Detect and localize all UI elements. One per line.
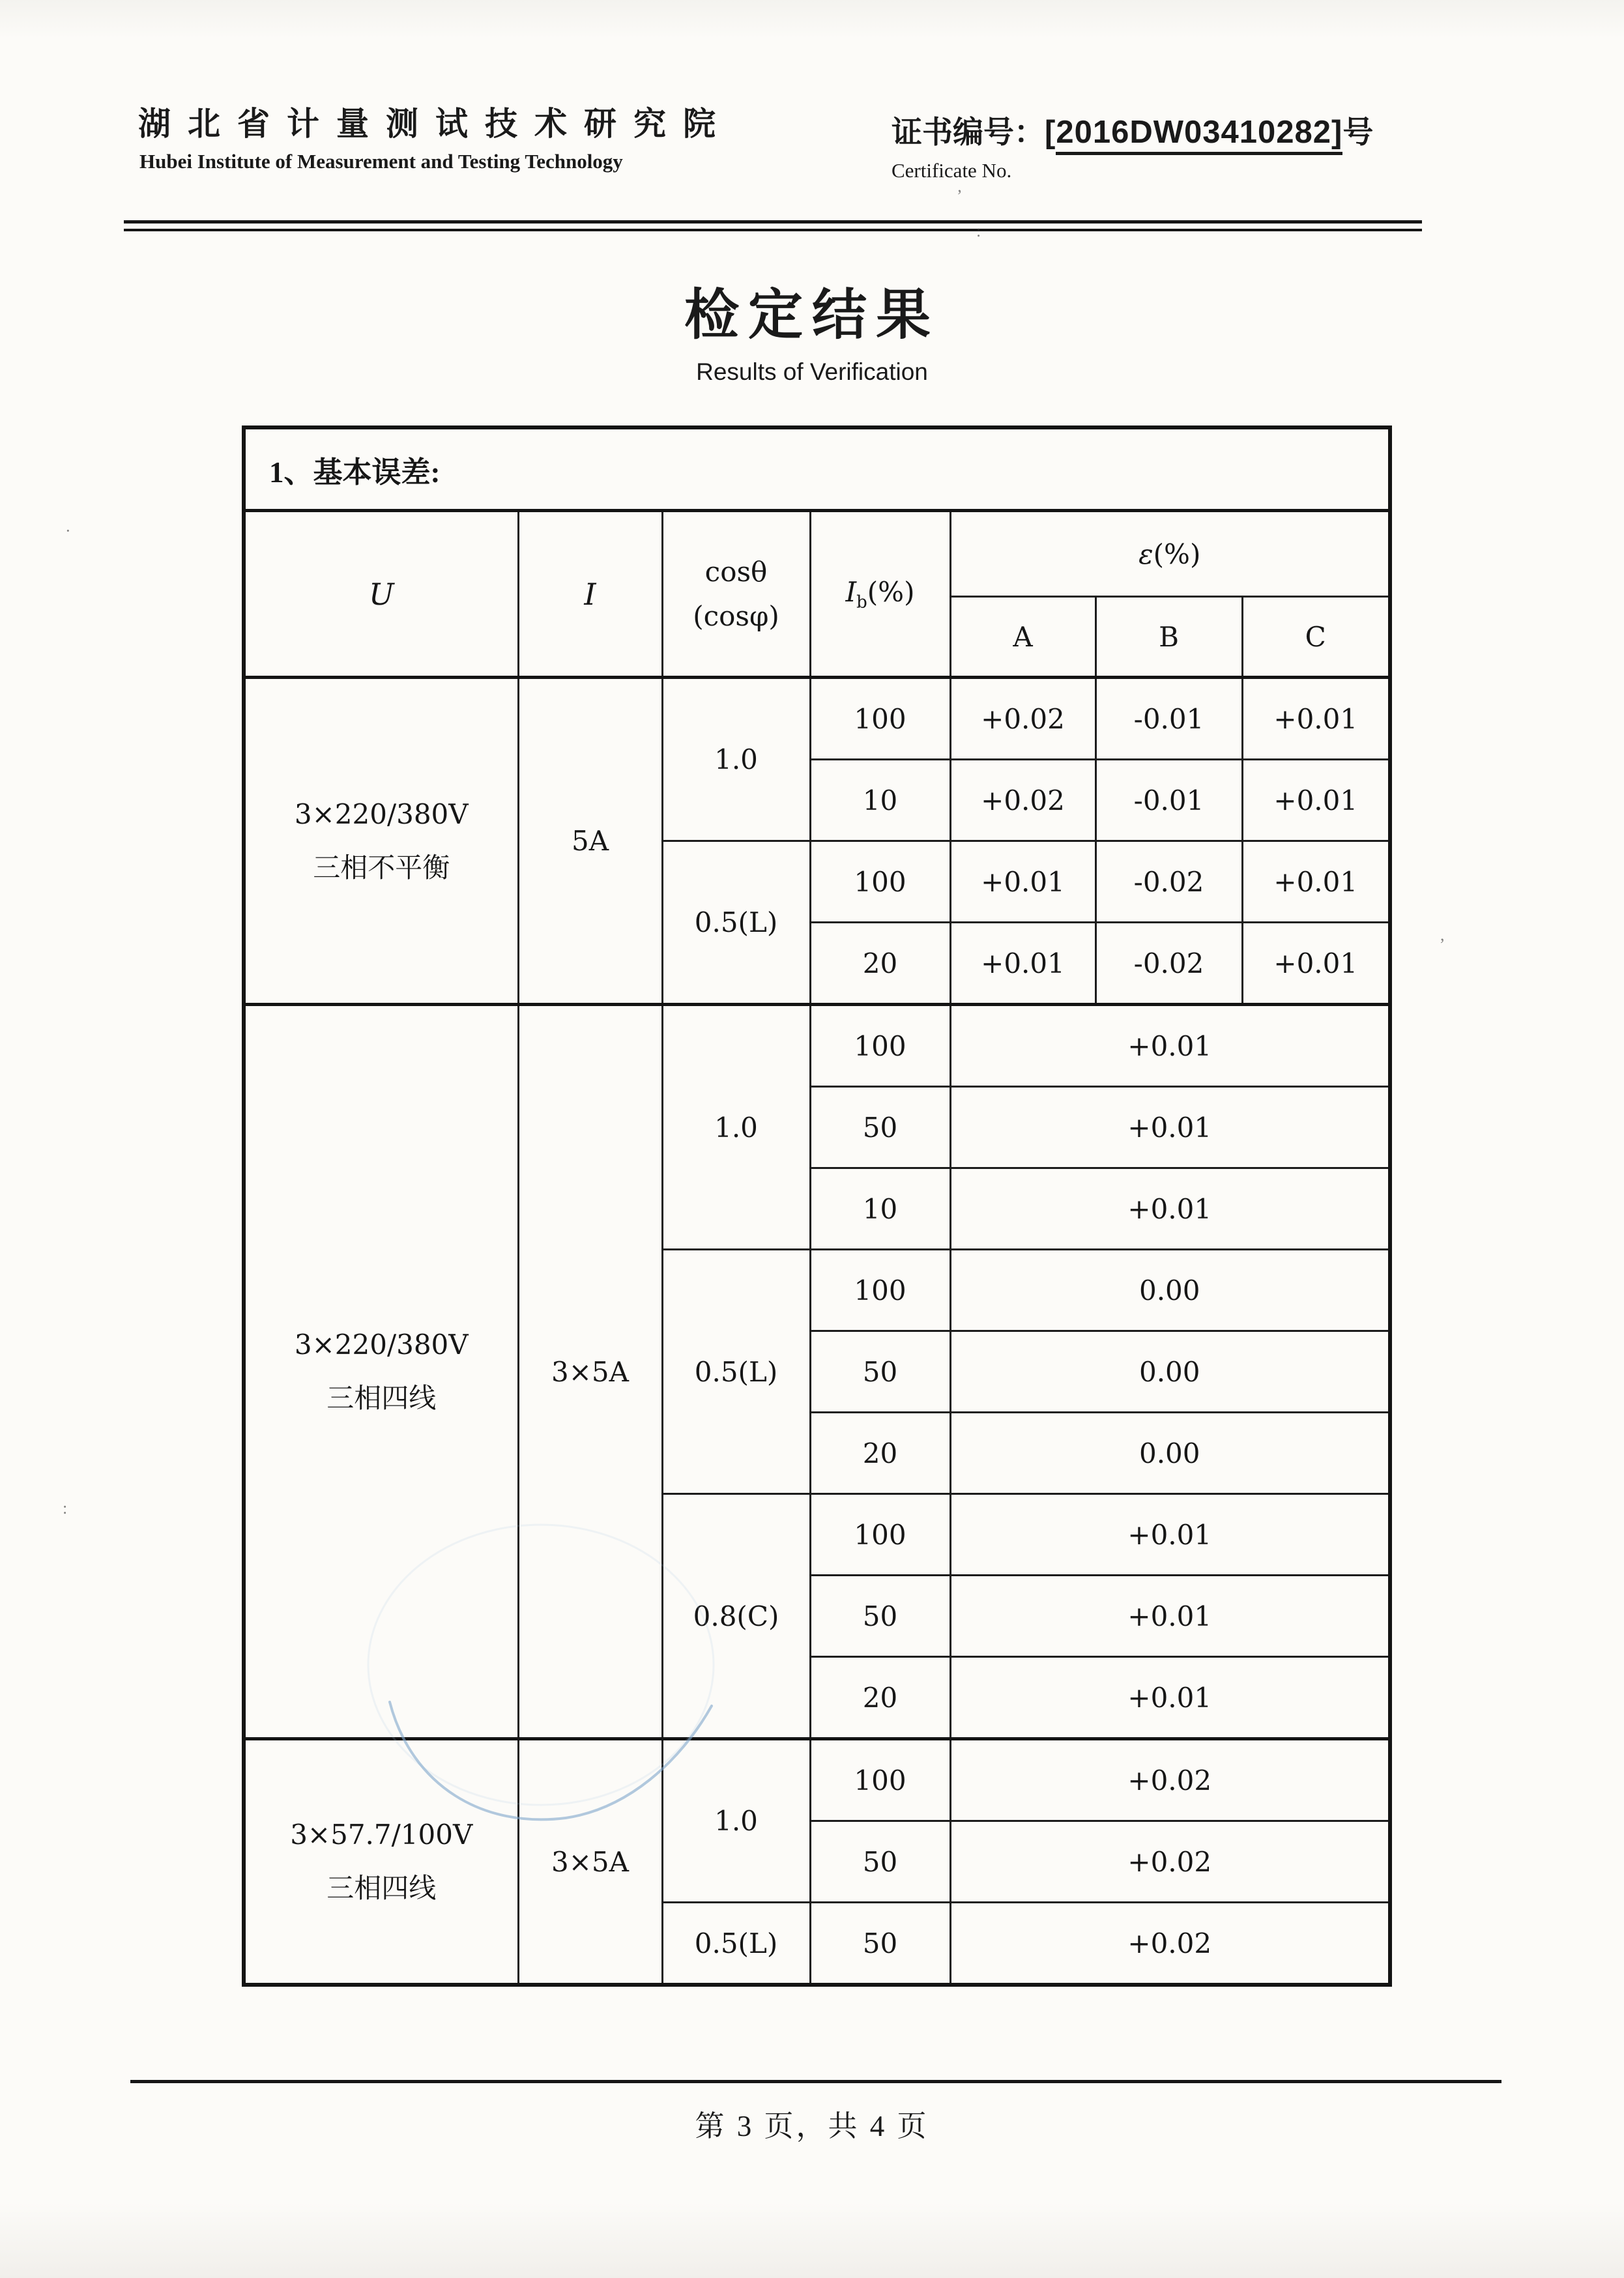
- scan-speck: :: [976, 222, 981, 240]
- value-cell-merged: 0.00: [950, 1331, 1390, 1413]
- table-header-row: [244, 511, 1390, 597]
- ib-cell: 50: [810, 1087, 950, 1168]
- value-cell-merged: +0.01: [950, 1576, 1390, 1657]
- value-cell-merged: 0.00: [950, 1250, 1390, 1331]
- ib-cell: 100: [810, 841, 950, 923]
- i-cell: 3×5A: [518, 1005, 662, 1739]
- certificate-number: [2016DW03410282]: [1045, 115, 1342, 155]
- value-cell-merged: +0.01: [950, 1657, 1390, 1739]
- ib-cell: 100: [810, 1739, 950, 1821]
- cos-cell: 0.5(L): [662, 1250, 810, 1494]
- value-cell-merged: +0.01: [950, 1168, 1390, 1250]
- certificate-label-en: Certificate No.: [892, 159, 1012, 182]
- value-cell-c: +0.01: [1242, 841, 1390, 923]
- scan-speck: ,: [1440, 925, 1445, 944]
- value-cell-c: +0.01: [1242, 678, 1390, 760]
- certificate-number-line: [892, 108, 1373, 152]
- col-header-u: U: [244, 511, 518, 678]
- col-header-cos: cosθ (cosφ): [662, 511, 810, 678]
- value-cell-merged: +0.01: [950, 1005, 1390, 1087]
- ib-cell: 50: [810, 1903, 950, 1985]
- ib-cell: 20: [810, 1657, 950, 1739]
- ib-cell: 100: [810, 678, 950, 760]
- i-cell: 5A: [518, 678, 662, 1005]
- value-cell-a: +0.01: [950, 841, 1095, 923]
- ib-cell: 20: [810, 1413, 950, 1494]
- section-label: 1、基本误差:: [244, 427, 1390, 511]
- table-row: [244, 1739, 1390, 1821]
- ib-cell: 100: [810, 1494, 950, 1576]
- u-cell: 3×220/380V 三相不平衡: [244, 678, 518, 1005]
- scan-speck: :: [63, 1499, 68, 1518]
- page-title-cn: 检定结果: [684, 285, 940, 346]
- cos-cell: 1.0: [662, 1005, 810, 1250]
- table-section-row: [244, 427, 1390, 511]
- value-cell-merged: +0.02: [950, 1739, 1390, 1821]
- verification-results-table: [242, 425, 1392, 1987]
- value-cell-c: +0.01: [1242, 760, 1390, 841]
- scan-speck: ’: [957, 186, 963, 205]
- value-cell-merged: +0.02: [950, 1821, 1390, 1903]
- col-header-phase-b: B: [1095, 597, 1242, 678]
- table-row: [244, 1005, 1390, 1087]
- ib-cell: 50: [810, 1821, 950, 1903]
- value-cell-a: +0.02: [950, 760, 1095, 841]
- i-cell: 3×5A: [518, 1739, 662, 1985]
- page-title-en: Results of Verification: [696, 358, 928, 385]
- col-header-phase-c: C: [1242, 597, 1390, 678]
- certificate-number-suffix: 号: [1342, 116, 1374, 150]
- value-cell-merged: +0.01: [950, 1087, 1390, 1168]
- value-cell-merged: +0.02: [950, 1903, 1390, 1985]
- col-header-i: I: [518, 511, 662, 678]
- value-cell-c: +0.01: [1242, 923, 1390, 1005]
- footer-rule: [130, 2080, 1501, 2083]
- col-header-phase-a: A: [950, 597, 1095, 678]
- u-cell: 3×220/380V 三相四线: [244, 1005, 518, 1739]
- col-header-ib: $I_b(\%)$: [810, 511, 950, 678]
- value-cell-merged: +0.01: [950, 1494, 1390, 1576]
- u-cell: 3×57.7/100V 三相四线: [244, 1739, 518, 1985]
- col-header-epsilon: ε(%): [950, 511, 1390, 597]
- certificate-label-cn: 证书编号：: [892, 116, 1045, 150]
- header-double-rule: [124, 220, 1422, 231]
- ib-cell: 100: [810, 1250, 950, 1331]
- value-cell-merged: 0.00: [950, 1413, 1390, 1494]
- scan-speck: ·: [65, 521, 71, 540]
- ib-cell: 10: [810, 1168, 950, 1250]
- value-cell-b: -0.01: [1095, 678, 1242, 760]
- cos-cell: 0.5(L): [662, 841, 810, 1005]
- value-cell-a: +0.01: [950, 923, 1095, 1005]
- value-cell-a: +0.02: [950, 678, 1095, 760]
- cos-cell: 1.0: [662, 678, 810, 841]
- cos-cell: 0.5(L): [662, 1903, 810, 1985]
- ib-cell: 50: [810, 1331, 950, 1413]
- cos-cell: 0.8(C): [662, 1494, 810, 1739]
- page-number: 第 3 页，共 4 页: [695, 2110, 929, 2142]
- value-cell-b: -0.02: [1095, 923, 1242, 1005]
- value-cell-b: -0.02: [1095, 841, 1242, 923]
- ib-cell: 50: [810, 1576, 950, 1657]
- institute-name-en: Hubei Institute of Measurement and Testing Technology: [139, 150, 623, 173]
- cos-cell: 1.0: [662, 1739, 810, 1903]
- institute-name-cn: 湖北省计量测试技术研究院: [138, 106, 732, 142]
- value-cell-b: -0.01: [1095, 760, 1242, 841]
- ib-cell: 100: [810, 1005, 950, 1087]
- table-row: [244, 678, 1390, 760]
- ib-cell: 20: [810, 923, 950, 1005]
- ib-cell: 10: [810, 760, 950, 841]
